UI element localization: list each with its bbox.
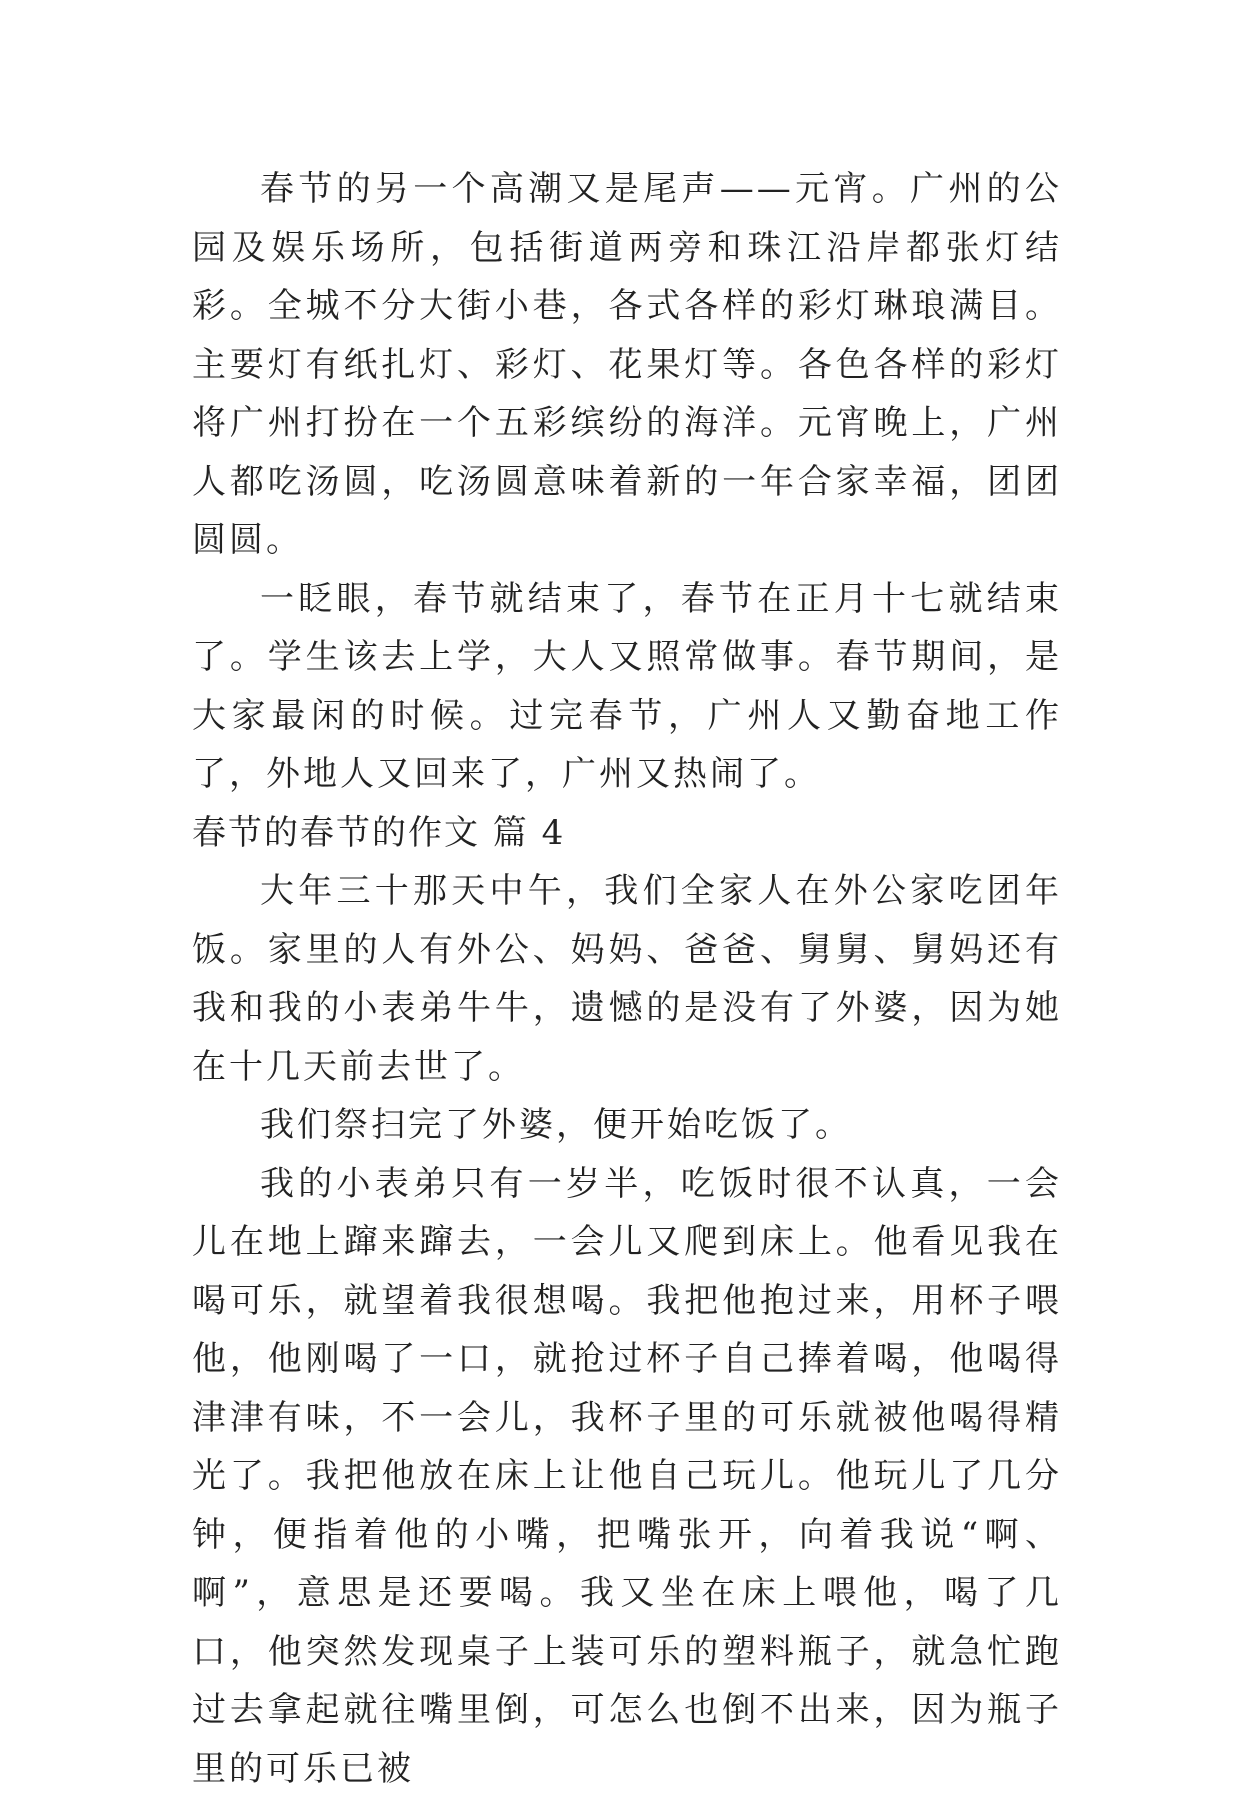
section-heading: 春节的春节的作文 篇 4 — [192, 804, 1062, 863]
paragraph-lantern-festival: 春节的另一个高潮又是尾声——元宵。广州的公园及娱乐场所，包括街道两旁和珠江沿岸都张灯结彩。全城不分大街小巷，各式各样的彩灯琳琅满目。主要灯有纸扎灯、彩灯、花果灯等。各色各样的彩灯将广州打扮在一个五彩缤纷的海洋。元宵晚上，广州人都吃汤圆，吃汤圆意味着新的一年合家幸福，团团圆圆。 — [192, 160, 1062, 570]
paragraph-little-cousin: 我的小表弟只有一岁半，吃饭时很不认真，一会儿在地上蹿来蹿去，一会儿又爬到床上。他看见我在喝可乐，就望着我很想喝。我把他抱过来，用杯子喂他，他刚喝了一口，就抢过杯子自己捧着喝，他喝得津津有味，不一会儿，我杯子里的可乐就被他喝得精光了。我把他放在床上让他自己玩儿。他玩儿了几分钟，便指着他的小嘴，把嘴张开，向着我说“啊、啊”，意思是还要喝。我又坐在床上喂他，喝了几口，他突然发现桌子上装可乐的塑料瓶子，就急忙跑过去拿起就往嘴里倒，可怎么也倒不出来，因为瓶子里的可乐已被 — [192, 1155, 1062, 1798]
paragraph-festival-end: 一眨眼，春节就结束了，春节在正月十七就结束了。学生该去上学，大人又照常做事。春节期间，是大家最闲的时候。过完春节，广州人又勤奋地工作了，外地人又回来了，广州又热闹了。 — [192, 570, 1062, 804]
paragraph-start-meal: 我们祭扫完了外婆，便开始吃饭了。 — [192, 1096, 1062, 1155]
paragraph-new-year-eve-lunch: 大年三十那天中午，我们全家人在外公家吃团年饭。家里的人有外公、妈妈、爸爸、舅舅、舅妈还有我和我的小表弟牛牛，遗憾的是没有了外婆，因为她在十几天前去世了。 — [192, 862, 1062, 1096]
article-body — [192, 160, 1062, 1798]
